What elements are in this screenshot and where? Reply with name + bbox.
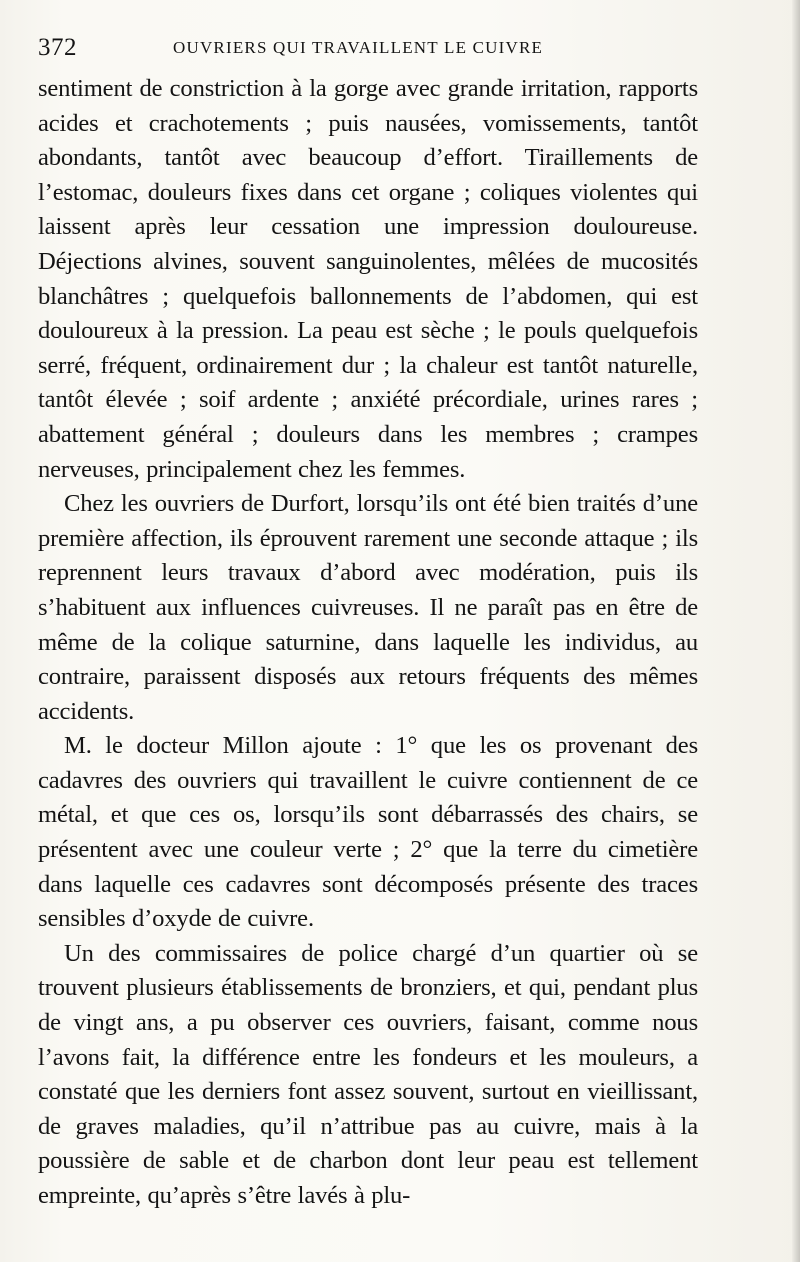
paragraph-durfort-workers: Chez les ouvriers de Durfort, lorsqu’ils ont été bien traités d’une première affection, ils éprouvent rarement une seconde attaque ; ils reprennent leurs travaux d’abord avec modération, puis ils s’habituent aux influences cuivreuses. Il ne paraît pas en être de même de la colique saturnine, dans laquelle les individus, au contraire, paraissent disposés aux retours fréquents des mêmes accidents.: [38, 490, 698, 725]
paragraph-police-commissioner: Un des commissaires de police chargé d’un quartier où se trouvent plusieurs établissements de bronziers, et qui, pendant plus de vingt ans, a pu observer ces ouvriers, faisant, comme nous l’avons fait, la différence entre les fondeurs et les mouleurs, a constaté que les derniers font assez souvent, surtout en vieillissant, de graves maladies, qu’il n’attribue pas au cuivre, mais à la poussière de sable et de charbon dont leur peau est tellement empreinte, qu’après s’être lavés à plu-: [38, 939, 698, 1209]
page-number: 372: [38, 34, 77, 61]
running-head: OUVRIERS QUI TRAVAILLENT LE CUIVRE: [173, 38, 544, 57]
body-text: [38, 72, 698, 1214]
page-header: [38, 34, 738, 64]
paragraph-millon: M. le docteur Millon ajoute : 1° que les os provenant des cadavres des ouvriers qui travaillent le cuivre contiennent de ce métal, et que ces os, lorsqu’ils sont débarrassés des chairs, se présentent avec une couleur verte ; 2° que la terre du cimetière dans laquelle ces cadavres sont décomposés présente des traces sensibles d’oxyde de cuivre.: [38, 732, 698, 933]
page-edge-shadow: [792, 0, 800, 1262]
paragraph-symptoms-continued: sentiment de constriction à la gorge avec grande irritation, rapports acides et crachotements ; puis nausées, vomissements, tantôt abondants, tantôt avec beaucoup d’effort. Tiraillements de l’estomac, douleurs fixes dans cet organe ; coliques violentes qui laissent après leur cessation une impression douloureuse. Déjections alvines, souvent sanguinolentes, mêlées de mucosités blanchâtres ; quelquefois ballonnements de l’abdomen, qui est douloureux à la pression. La peau est sèche ; le pouls quelquefois serré, fréquent, ordinairement dur ; la chaleur est tantôt naturelle, tantôt élevée ; soif ardente ; anxiété précordiale, urines rares ; abattement général ; douleurs dans les membres ; crampes nerveuses, principalement chez les femmes.: [38, 75, 698, 483]
